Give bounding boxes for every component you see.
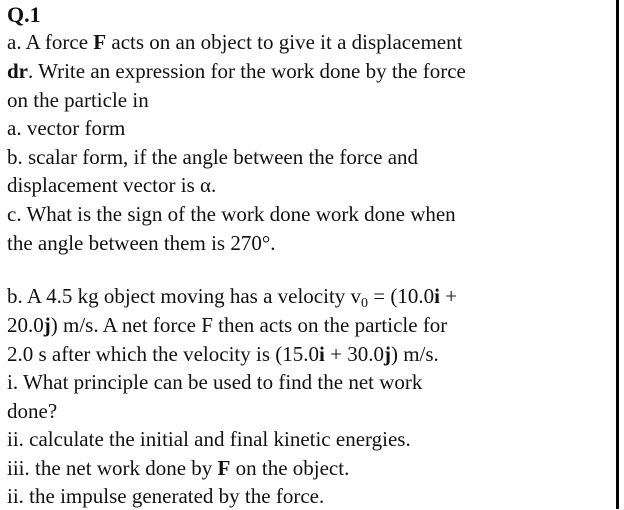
question-number: Q.1 bbox=[7, 2, 41, 27]
part-b-line: ii. calculate the initial and final kinetic energies. bbox=[7, 427, 411, 451]
bold-symbol: F bbox=[217, 456, 231, 480]
part-b-line: 2.0 s after which the velocity is (15.0i + 30.0j) m/s. bbox=[7, 342, 439, 366]
part-b-line: i. What principle can be used to find the net work bbox=[7, 370, 423, 394]
part-a-line: displacement vector is α. bbox=[7, 173, 217, 197]
part-b-line: ii. the impulse generated by the force. bbox=[7, 484, 325, 508]
part-a-line: dr. Write an expression for the work done by the force bbox=[7, 59, 466, 83]
part-b-line: done? bbox=[7, 399, 58, 423]
bold-symbol: F bbox=[93, 30, 107, 54]
part-a-line: on the particle in bbox=[7, 88, 149, 112]
subscript: 0 bbox=[361, 296, 369, 311]
bold-symbol: j bbox=[43, 313, 51, 337]
part-a-line: the angle between them is 270°. bbox=[7, 231, 276, 255]
part-b-line: 20.0j) m/s. A net force F then acts on the particle for bbox=[7, 313, 448, 337]
part-a-line: b. scalar form, if the angle between the force and bbox=[7, 145, 419, 169]
bold-symbol: i bbox=[319, 342, 325, 366]
part-a-line: c. What is the sign of the work done work done when bbox=[7, 202, 456, 226]
bold-symbol: i bbox=[434, 284, 440, 308]
part-b-line: b. A 4.5 kg object moving has a velocity $v_0 = (10.0i$ + bbox=[7, 284, 458, 311]
right-border-divider bbox=[616, 0, 619, 509]
bold-symbol: j bbox=[383, 342, 391, 366]
bold-symbol: dr bbox=[7, 59, 28, 83]
part-b-line: iii. the net work done by F on the object. bbox=[7, 456, 350, 480]
part-a-line: a. vector form bbox=[7, 116, 126, 140]
part-a-line: a. A force F acts on an object to give it a displacement bbox=[7, 30, 463, 54]
